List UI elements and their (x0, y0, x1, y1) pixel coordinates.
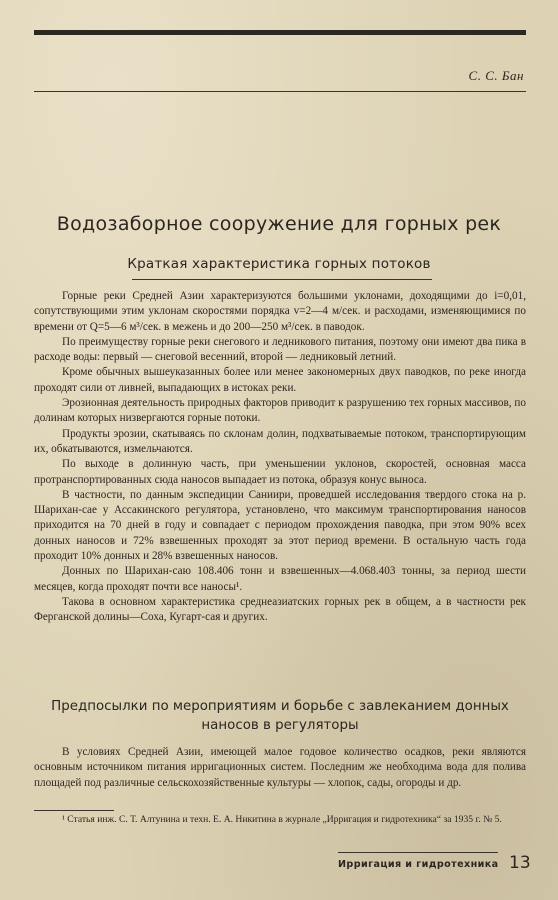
paragraph: Эрозионная деятельность природных факторов приводит к разрушению тех горных массивов, по долинам которых низвергаются горные потоки. (34, 397, 526, 425)
journal-name: Ирригация и гидротехника (338, 859, 499, 870)
section1-heading-rule (132, 279, 432, 280)
footnote-rule (34, 810, 114, 811)
author-name: С. С. Бан (468, 68, 524, 83)
paragraph: По преимуществу горные реки снегового и ледникового питания, поэтому они имеют два пика в расходе воды: первый — снеговой весенний, второй — ледниковый летний. (34, 335, 526, 364)
paragraph: Горные реки Средней Азии характеризуются большими уклонами, доходящими до i=0,01, сопутствующими этим уклонам скоростями порядка v=2—4 м/сек. и расходами, изменяющимися по времени от Q=5—6 м³/сек. в межень и до 200—250 м³/сек. в паводок. (34, 290, 526, 333)
footnote (34, 814, 526, 827)
footer-rule (338, 852, 498, 853)
paragraph: Продукты эрозии, скатываясь по склонам долин, подхватываемые потоком, транспортирующим их, обкатываются, измельчаются. (34, 427, 526, 455)
page-number: 13 (509, 853, 531, 873)
header-rule (34, 30, 526, 35)
paragraph: Донных по Шарихан-саю 108.406 тонн и взвешенных—4.068.403 тонны, за период шести месяцев, когда проходят почти все наносы¹. (34, 565, 526, 593)
paragraph: В условиях Средней Азии, имеющей малое годовое количество осадков, реки являются основным источником питания ирригационных систем. Последним же необходима вода для полива площадей под различные сельскохозяйственные культуры — хлопок, сады, огороды и др. (34, 746, 526, 789)
article-title: Водозаборное сооружение для горных рек (56, 213, 502, 235)
section2-heading: Предпосылки по мероприятиям и борьбе с завлеканием донных наносов в регуляторы (51, 699, 509, 733)
paragraph: Кроме обычных вышеуказанных более или менее закономерных двух паводков, по реке иногда проходят сили от ливней, выпадающих в истоках реки. (34, 366, 526, 394)
paragraph: В частности, по данным экспедиции Саниири, проведшей исследования твердого стока на р. Шарихан-сае у Ассакинского регулятора, установлено, что максимум транспортирования наносов приходится на 70 дней в году и совпадает с периодом прохождения паводка, при этом 90% всех донных наносов и 72% взвешенных проходят за этот период времени. В остальную часть года проходит 10% донных и 28% взвешенных наносов. (34, 488, 526, 563)
section1-heading: Краткая характеристика горных потоков (127, 256, 431, 272)
author-rule (34, 91, 526, 92)
paragraph: По выходе в долинную часть, при уменьшении уклонов, скоростей, основная масса протранспортированных сюда наносов выпадает из потока, образуя конус выноса. (34, 458, 526, 486)
section2-body (34, 745, 526, 791)
section1-body (34, 289, 526, 626)
paragraph: Такова в основном характеристика среднеазиатских горных рек в общем, а в частности рек Ферганской долины—Соха, Кугарт-сая и других. (34, 595, 526, 624)
footnote-text: ¹ Статья инж. С. Т. Алтунина и техн. Е. А. Никитина в журнале „Ирригация и гидротехника“ за 1935 г. № 5. (62, 814, 502, 825)
